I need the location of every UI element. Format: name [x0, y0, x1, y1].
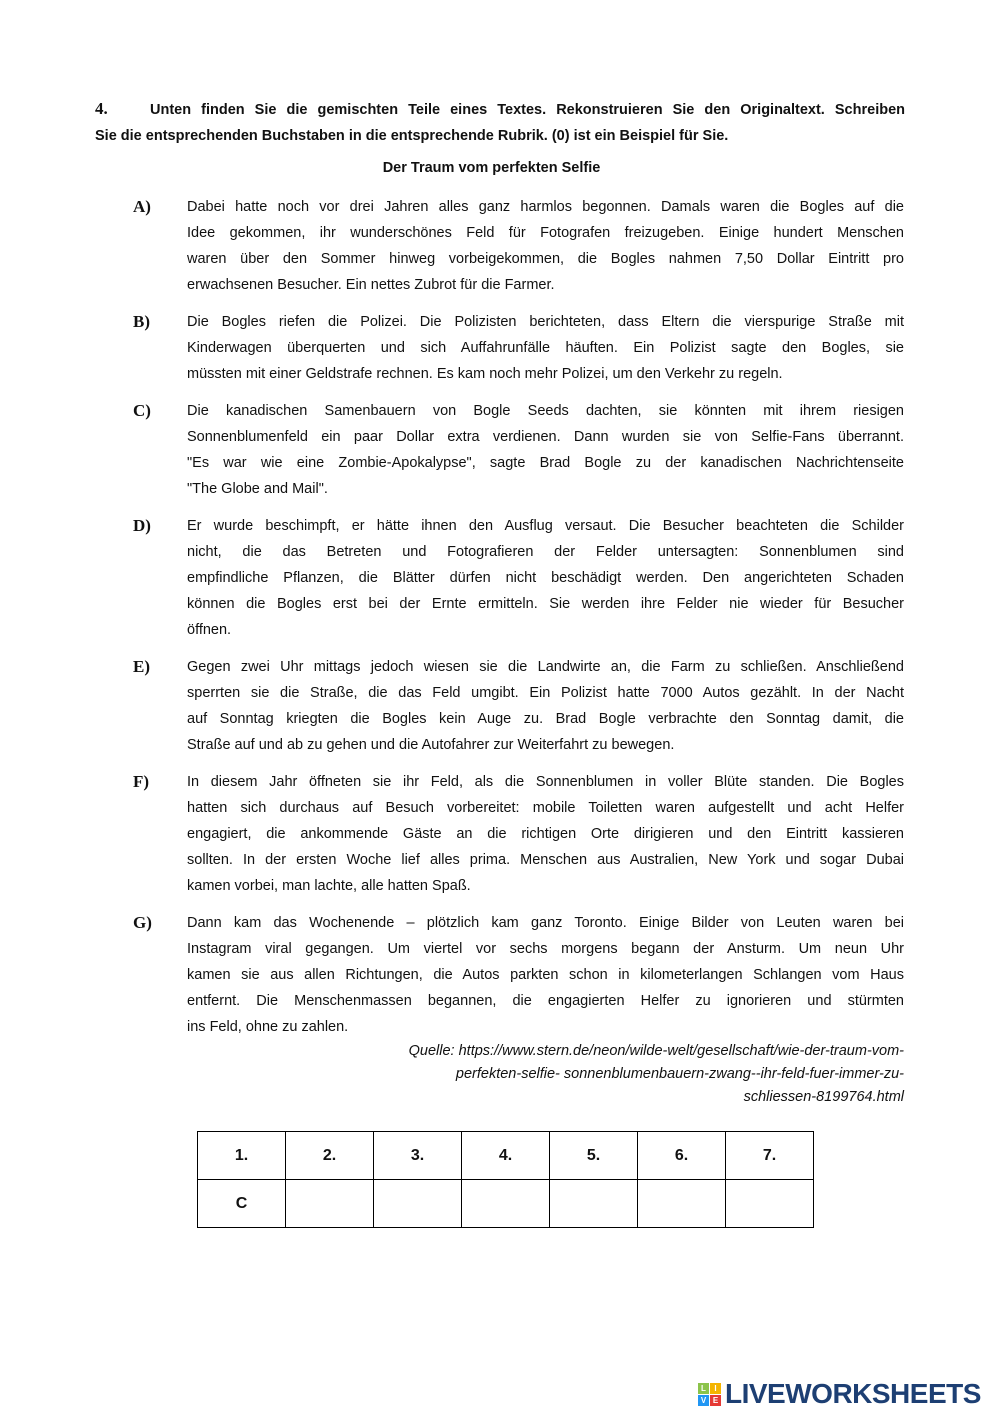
logo-text: LIVEWORKSHEETS — [725, 1378, 981, 1409]
answer-table — [197, 1131, 814, 1228]
paragraph-line: öffnen. — [187, 622, 232, 638]
live-blocks-icon: L I V E — [698, 1383, 721, 1406]
paragraph-line: Gegen zwei Uhr mittags jedoch wiesen sie die Landwirte an, die Farm zu schließen. Anschließend — [187, 659, 904, 675]
paragraph-line: Sonnenblumenfeld ein paar Dollar extra verdienen. Dann wurden sie von Selfie-Fans überrannt. — [187, 429, 904, 445]
source-line: Quelle: https://www.stern.de/neon/wilde-welt/gesellschaft/wie-der-traum-vom- — [408, 1043, 904, 1059]
answer-number: 6. — [638, 1132, 726, 1180]
paragraph-line: nicht, die das Betreten und Fotografieren der Felder untersagten: Sonnenblumen sind — [187, 544, 904, 560]
paragraph-line: Er wurde beschimpft, er hätte ihnen den Ausflug versaut. Die Besucher beachteten die Schilder — [187, 518, 904, 534]
paragraph-line: Instagram viral gegangen. Um viertel vor sechs morgens begann der Ansturm. Um neun Uhr — [187, 941, 904, 957]
paragraph-line: Idee gekommen, ihr wunderschönes Feld für Fotografen freizugeben. Einige hundert Menschen — [187, 225, 904, 241]
paragraph-letter: A) — [133, 197, 151, 216]
paragraph-line: kamen sie aus allen Richtungen, die Autos parkten schon in kilometerlangen Schlangen vom Haus — [187, 967, 904, 983]
paragraph-line: ins Feld, ohne zu zahlen. — [187, 1019, 349, 1035]
answer-cell[interactable] — [726, 1180, 814, 1228]
source-citation — [409, 1040, 904, 1109]
text-title: Der Traum vom perfekten Selfie — [382, 160, 601, 176]
paragraph-a — [133, 194, 904, 298]
paragraph-line: engagiert, die ankommende Gäste an die richtigen Orte dirigieren und den Eintritt kassieren — [187, 826, 904, 842]
paragraph-line: kamen vorbei, man lachte, alle hatten Spaß. — [187, 878, 471, 894]
paragraph-line: In diesem Jahr öffneten sie ihr Feld, als die Sonnenblumen in voller Blüte standen. Die Bogles — [187, 774, 904, 790]
answer-number: 1. — [198, 1132, 286, 1180]
answer-cell[interactable] — [550, 1180, 638, 1228]
paragraph-letter: C) — [133, 401, 151, 420]
paragraph-line: sollten. In der ersten Woche lief alles prima. Menschen aus Australien, New York und sogar Dubai — [187, 852, 904, 868]
answer-number: 7. — [726, 1132, 814, 1180]
instruction-line: Unten finden Sie die gemischten Teile eines Textes. Rekonstruieren Sie den Originaltext. Schreiben — [150, 102, 905, 118]
paragraph-line: Dabei hatte noch vor drei Jahren alles ganz harmlos begonnen. Damals waren die Bogles auf die — [187, 199, 904, 215]
paragraph-list — [133, 194, 904, 1051]
paragraph-line: Die Bogles riefen die Polizei. Die Polizisten berichteten, dass Eltern die vierspurige Straße mit — [187, 314, 904, 330]
source-line: perfekten-selfie- sonnenblumenbauern-zwang--ihr-feld-fuer-immer-zu- — [455, 1066, 904, 1082]
paragraph-g — [133, 910, 904, 1040]
paragraph-line: Kinderwagen überquerten und sich Auffahrunfälle häuften. Ein Polizist sagte den Bogles, sie — [187, 340, 904, 356]
instruction-line: Sie die entsprechenden Buchstaben in die entsprechende Rubrik. (0) ist ein Beispiel für Sie. — [95, 128, 729, 144]
answer-cell[interactable] — [638, 1180, 726, 1228]
paragraph-line: "Es war wie eine Zombie-Apokalypse", sagte Brad Bogle zu der kanadischen Nachrichtenseite — [187, 455, 904, 471]
paragraph-line: Straße auf und ab zu gehen und die Autofahrer zur Weiterfahrt zu bewegen. — [187, 737, 675, 753]
paragraph-letter: E) — [133, 657, 150, 676]
answer-cell[interactable] — [286, 1180, 374, 1228]
paragraph-b — [133, 309, 904, 387]
paragraph-c — [133, 398, 904, 502]
answer-table-header-row — [198, 1132, 814, 1180]
paragraph-line: Die kanadischen Samenbauern von Bogle Seeds dachten, sie könnten mit ihrem riesigen — [187, 403, 904, 419]
answer-number: 2. — [286, 1132, 374, 1180]
paragraph-f — [133, 769, 904, 899]
paragraph-line: Dann kam das Wochenende – plötzlich kam ganz Toronto. Einige Bilder von Leuten waren bei — [187, 915, 904, 931]
answer-number: 5. — [550, 1132, 638, 1180]
paragraph-d — [133, 513, 904, 643]
paragraph-line: entfernt. Die Menschenmassen begannen, die engagierten Helfer zu ignorieren und stürmten — [187, 993, 904, 1009]
answer-cell[interactable] — [374, 1180, 462, 1228]
answer-table-answer-row — [198, 1180, 814, 1228]
paragraph-line: auf Sonntag kriegten die Bogles kein Auge zu. Brad Bogle verbrachte den Sonntag damit, die — [187, 711, 904, 727]
paragraph-line: "The Globe and Mail". — [187, 481, 328, 497]
answer-number: 4. — [462, 1132, 550, 1180]
paragraph-e — [133, 654, 904, 758]
paragraph-letter: B) — [133, 312, 150, 331]
task-number: 4. — [95, 99, 108, 118]
paragraph-line: waren über den Sommer hinweg vorbeigekommen, die Bogles nahmen 7,50 Dollar Eintritt pro — [187, 251, 904, 267]
paragraph-line: können die Bogles erst bei der Ernte ermitteln. Sie werden ihre Felder nie wieder für Besucher — [187, 596, 904, 612]
paragraph-letter: D) — [133, 516, 151, 535]
answer-cell[interactable] — [462, 1180, 550, 1228]
source-line: schliessen-8199764.html — [743, 1089, 904, 1105]
paragraph-letter: F) — [133, 772, 150, 791]
paragraph-line: erwachsenen Besucher. Ein nettes Zubrot für die Farmer. — [187, 277, 555, 293]
liveworksheets-logo — [698, 1378, 981, 1410]
paragraph-line: sperrten sie die Straße, die das Feld umgibt. Ein Polizist hatte 7000 Autos gezählt. In der Nacht — [187, 685, 904, 701]
paragraph-line: hatten sich durchaus auf Besuch vorbereitet: mobile Toiletten waren aufgestellt und acht Helfer — [187, 800, 904, 816]
paragraph-line: müssten mit einer Geldstrafe rechnen. Es kam noch mehr Polizei, um den Verkehr zu regeln. — [187, 366, 783, 382]
answer-cell: C — [198, 1180, 286, 1228]
task-instructions — [95, 96, 905, 149]
paragraph-line: empfindliche Pflanzen, die Blätter dürfen nicht beschädigt werden. Den angerichteten Schaden — [187, 570, 904, 586]
paragraph-letter: G) — [133, 913, 152, 932]
answer-number: 3. — [374, 1132, 462, 1180]
